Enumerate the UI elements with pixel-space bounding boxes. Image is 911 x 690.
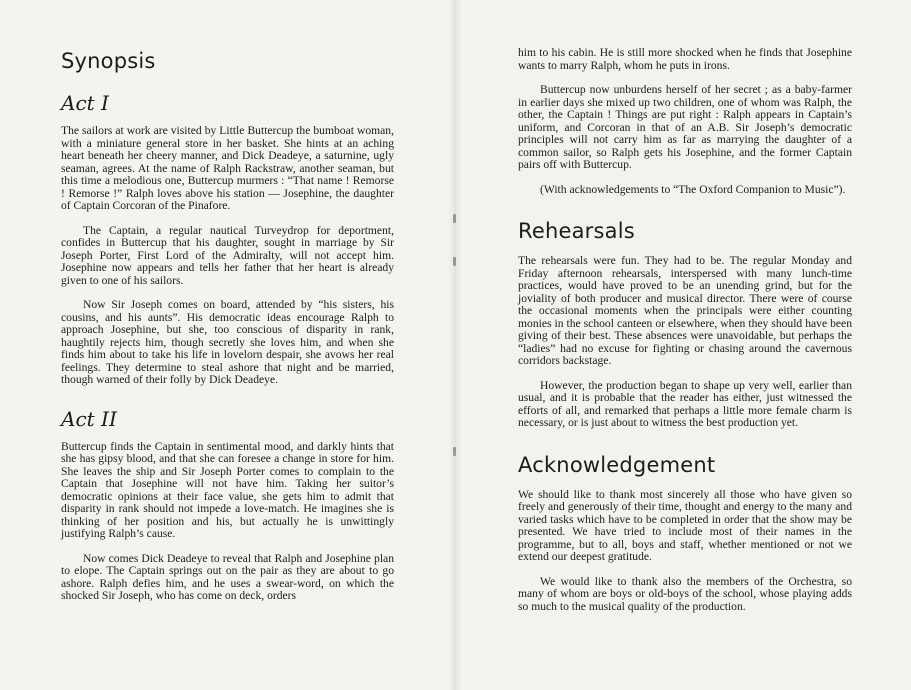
right-column: [518, 47, 852, 613]
staple-mark: [453, 257, 456, 266]
synopsis-continued-paragraph: him to his cabin. He is still more shocked when he finds that Josephine wants to marry Ralph, whom he puts in irons.: [518, 46, 852, 72]
act-1-heading: Act I: [61, 91, 109, 115]
left-column: [61, 48, 394, 603]
act-1-paragraph: The Captain, a regular nautical Turveydrop for deportment, confides in Buttercup that his daughter, sought in marriage by Sir Joseph Porter, First Lord of the Admiralty, will not accept him. Josephine now appears and tells her father that her heart is already given to one of his sailors.: [61, 223, 394, 287]
acknowledgement-heading: Acknowledgement: [518, 452, 716, 477]
act-1-paragraph: The sailors at work are visited by Little Buttercup the bumboat woman, with a miniature general store in her basket. She hints at an aching heart beneath her cheery manner, and Dick Deadeye, a saturnine, ugly seaman, agrees. At the name of Ralph Rackstraw, another seaman, but this time a melodious one, Buttercup murmers : “That name ! Remorse ! Remorse !” Ralph loves above his station — Josephine, the daughter of Captain Corcoran of the Pinafore.: [61, 124, 394, 212]
act-2-heading: Act II: [61, 406, 117, 431]
act-2-paragraph: Buttercup finds the Captain in sentimental mood, and darkly hints that she has gipsy blood, and that she can foresee a change in store for him. She leaves the ship and Sir Joseph Porter comes to complain to the Captain that Josephine will not have him. Taking her suitor’s democratic opinions at their face value, she gets him to admit that disparity in rank should not impede a love-match. He imagines she is thinking of her position and his, but actually he is unwittingly justifying Ralph’s cause.: [61, 439, 394, 540]
rehearsals-paragraph: However, the production began to shape up very well, earlier than usual, and it is probable that the reader has either, just witnessed the efforts of all, and remarked that perhaps a little more female charm is necessary, or is just about to witness the best production yet.: [518, 378, 852, 429]
act-1-paragraph: Now Sir Joseph comes on board, attended by “his sisters, his cousins, and his aunts”. His democratic ideas encourage Ralph to approach Josephine, but she, too conscious of disparity in rank, haughtily rejects him, though secretly she loves him, and when she finds him about to take his life in lovelorn despair, she avows her real feelings. They determine to steal ashore that night and be married, though warned of their folly by Dick Deadeye.: [61, 298, 394, 386]
rehearsals-paragraph: The rehearsals were fun. They had to be. The regular Monday and Friday afternoon rehearsals, interspersed with many lunch-time practices, would have proved to be an unending grind, but for the joviality of both producer and musical director. There were of course the occasional moments when the principals were either counting monies in the school canteen or elsewhere, when they should have been giving of their best. These absences were unavoidable, but perhaps the “ladies” had no excuse for fighting or chasing around the cavernous corridors backstage.: [518, 254, 852, 367]
rehearsals-heading: Rehearsals: [518, 219, 635, 243]
synopsis-continued-paragraph: Buttercup now unburdens herself of her secret ; as a baby-farmer in earlier days she mixed up two children, one of whom was Ralph, the other, the Captain ! Things are put right : Ralph appears in Captain’s uniform, and Corcoran in that of an A.B. Sir Joseph’s democratic principles will not carry him as far as marrying the daughter of a common sailor, so Ralph gets his Josephine, and the former Captain pairs off with Buttercup.: [518, 83, 852, 171]
acknowledgement-paragraph: We should like to thank most sincerely all those who have given so freely and generously of their time, thought and energy to the many and varied tasks which have to be completed in order that the show may be presented. We have tried to include most of their names in the programme, but to all, boys and staff, whether mentioned or not we extend our deepest gratitude.: [518, 487, 852, 563]
staple-mark: [453, 447, 456, 456]
staple-mark: [453, 214, 456, 223]
synopsis-title: Synopsis: [61, 49, 156, 73]
act-2-paragraph: Now comes Dick Deadeye to reveal that Ralph and Josephine plan to elope. The Captain springs out on the pair as they are about to go ashore. Ralph defies him, and he uses a swear-word, on which the shocked Sir Joseph, who has come on deck, orders: [61, 551, 394, 602]
acknowledgement-credit: (With acknowledgements to “The Oxford Companion to Music”).: [540, 182, 846, 196]
acknowledgement-paragraph: We would like to thank also the members of the Orchestra, so many of whom are boys or old-boys of the school, whose playing adds so much to the musical quality of the production.: [518, 574, 852, 613]
page-gutter: [448, 0, 462, 690]
